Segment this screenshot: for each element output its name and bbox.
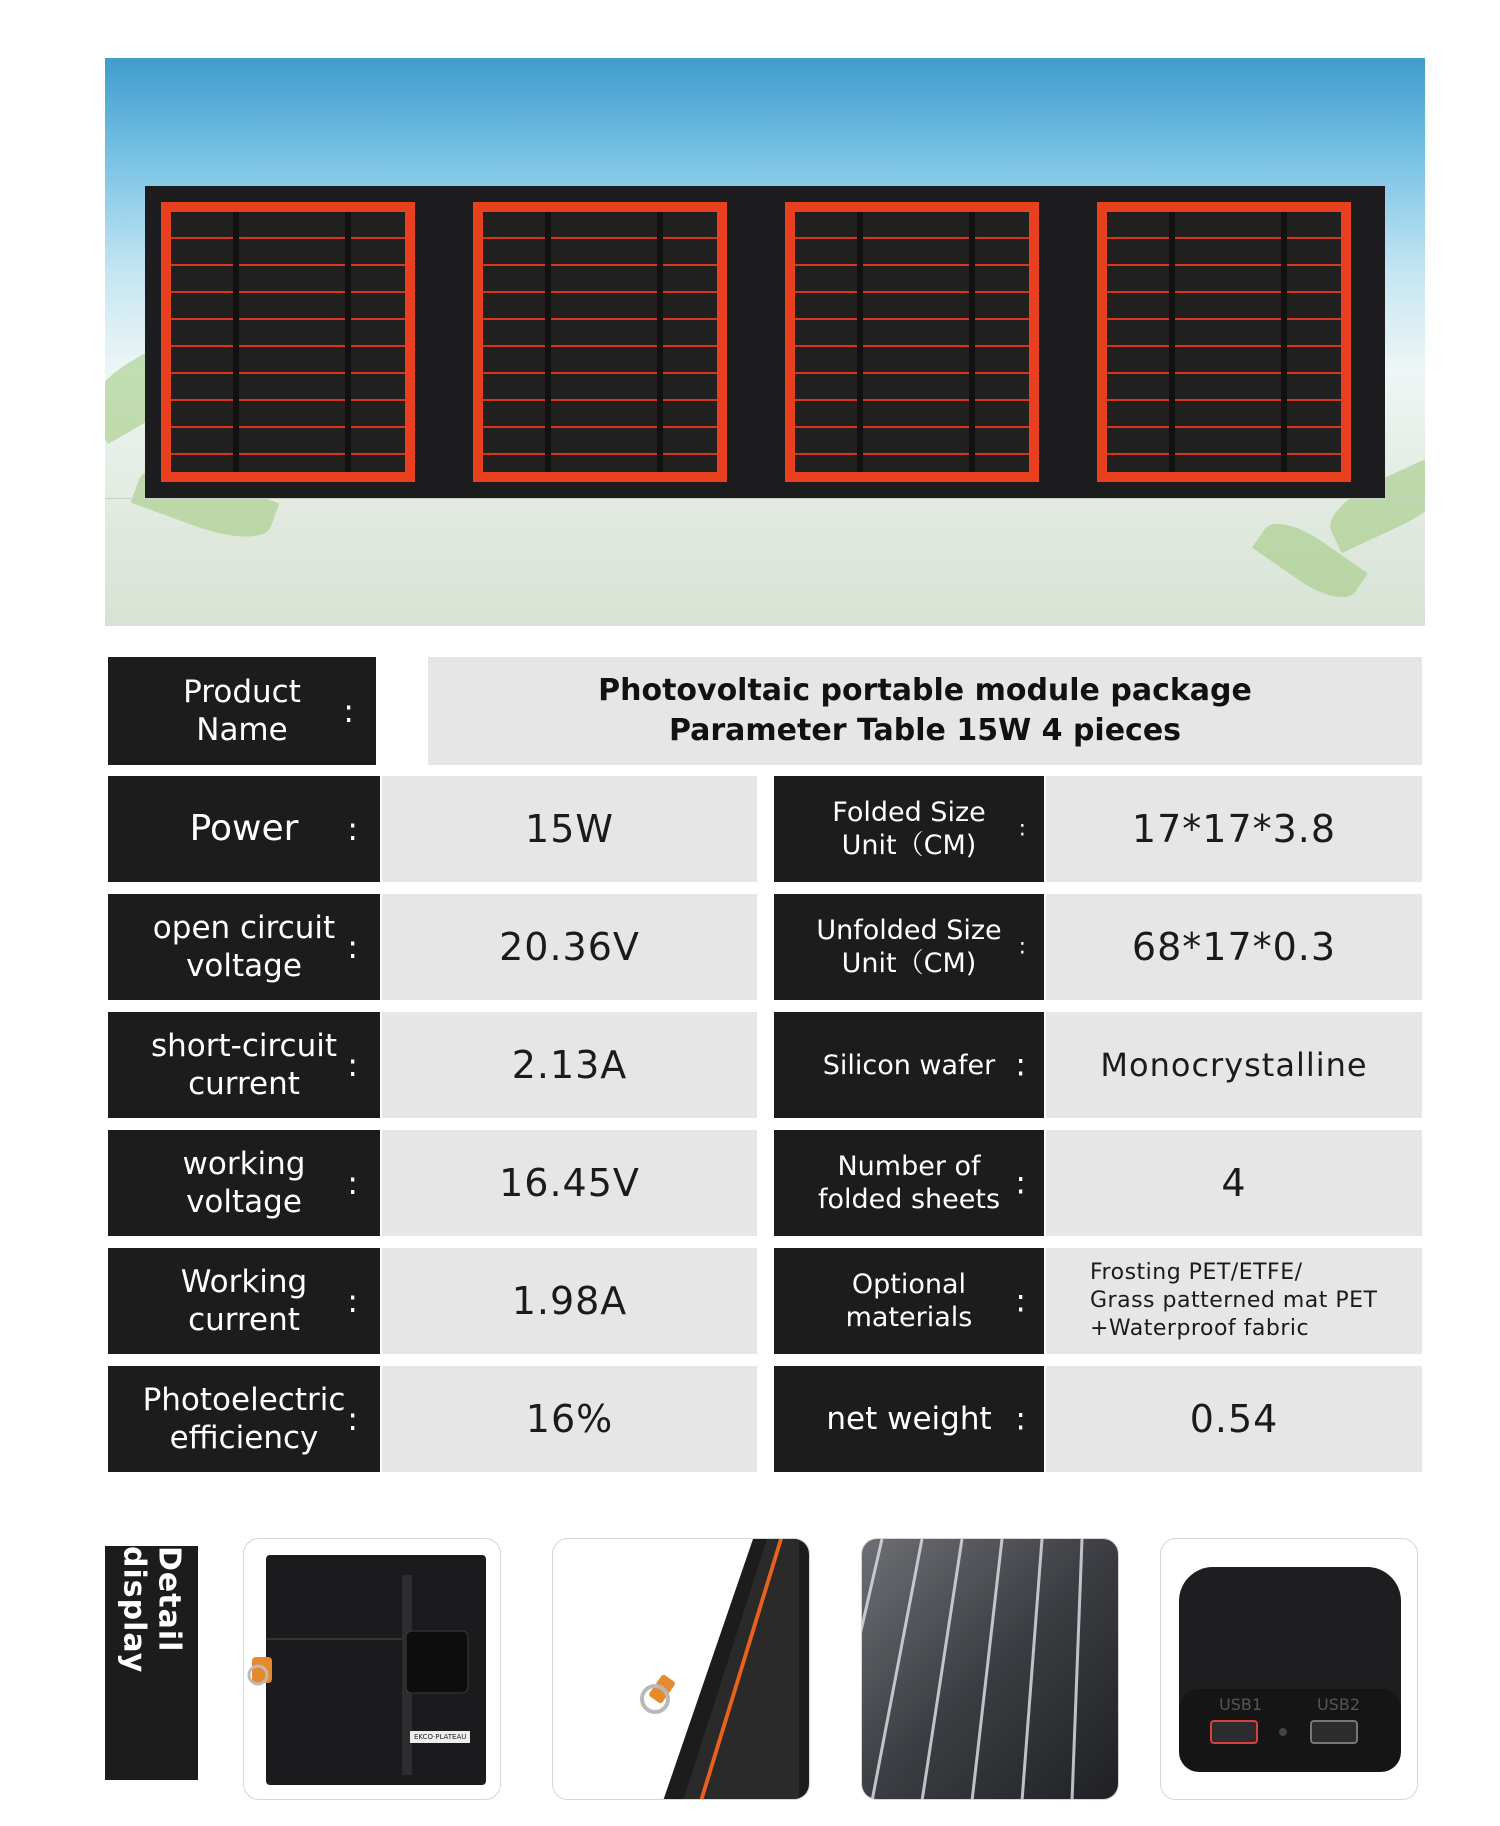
- colon: :: [1018, 934, 1026, 960]
- spec-label-working-current: [108, 1248, 380, 1354]
- solar-panel-2: [473, 202, 727, 482]
- detail-display-tag: [105, 1546, 198, 1780]
- label-line: folded sheets: [817, 1184, 1001, 1215]
- usb2-label: USB2: [1317, 1695, 1361, 1714]
- thumbnail-folded-panel: [243, 1538, 501, 1800]
- usb-box-illustration: [1161, 1539, 1418, 1800]
- colon: :: [347, 1164, 358, 1202]
- label-line: Working: [180, 1264, 308, 1300]
- spec-value-folded-size: 17*17*3.8: [1046, 776, 1422, 882]
- label-line: Optional: [851, 1269, 967, 1300]
- spec-value-open-circuit-voltage: 20.36V: [382, 894, 757, 1000]
- label-line: voltage: [186, 1184, 302, 1220]
- label-line: efficiency: [169, 1420, 319, 1456]
- label-line: materials: [845, 1302, 973, 1333]
- spec-label-silicon-wafer: [774, 1012, 1044, 1118]
- colon: :: [347, 810, 358, 848]
- solar-panel-1: [161, 202, 415, 482]
- label-line: current: [188, 1066, 300, 1102]
- spec-value-unfolded-size: 68*17*0.3: [1046, 894, 1422, 1000]
- material-line: Frosting PET/ETFE/: [1090, 1260, 1303, 1285]
- spec-label-unfolded-size: [774, 894, 1044, 1000]
- label-line: open circuit: [152, 910, 336, 946]
- label-line: Name: [196, 712, 288, 748]
- spec-value-optional-materials: [1046, 1248, 1422, 1354]
- material-line: Grass patterned mat PET: [1090, 1288, 1378, 1313]
- colon: :: [1015, 1163, 1026, 1202]
- product-name-line: Parameter Table 15W 4 pieces: [668, 713, 1182, 748]
- label-line: Photoelectric: [142, 1382, 346, 1418]
- cell-surface-illustration: [862, 1539, 1119, 1800]
- spec-label-working-voltage: [108, 1130, 380, 1236]
- label-line: Unit（CM): [841, 948, 977, 979]
- label-line: current: [188, 1302, 300, 1338]
- detail-display-title: Detail display: [116, 1546, 187, 1674]
- spec-value-short-circuit-current: 2.13A: [382, 1012, 757, 1118]
- usb1-label: USB1: [1219, 1695, 1263, 1714]
- solar-panel-4: [1097, 202, 1351, 482]
- spec-label-optional-materials: [774, 1248, 1044, 1354]
- label-line: Product: [183, 674, 301, 710]
- folded-panel-illustration: [244, 1539, 501, 1800]
- hero-image: [105, 58, 1425, 626]
- spec-label-power: [108, 776, 380, 882]
- product-name-line: Photovoltaic portable module package: [598, 673, 1252, 708]
- spec-label-short-circuit-current: [108, 1012, 380, 1118]
- colon: :: [347, 1400, 358, 1438]
- label-line: working: [182, 1146, 306, 1182]
- spec-label-photoelectric-efficiency: [108, 1366, 380, 1472]
- spec-value-photoelectric-efficiency: 16%: [382, 1366, 757, 1472]
- label-line: Folded Size: [832, 797, 986, 828]
- colon: :: [343, 692, 354, 730]
- colon: :: [347, 1046, 358, 1084]
- brand-tag: EKCO·PLATEAU: [410, 1731, 470, 1743]
- label-line: Unfolded Size: [816, 915, 1002, 946]
- spec-value-number-of-folded-sheets: 4: [1046, 1130, 1422, 1236]
- colon: :: [1015, 1399, 1026, 1438]
- spec-value-silicon-wafer: Monocrystalline: [1046, 1012, 1422, 1118]
- thumbnail-usb-box: [1160, 1538, 1418, 1800]
- edge-corner-illustration: [553, 1539, 810, 1800]
- product-name-value: [428, 657, 1422, 765]
- solar-panel-strip: [145, 186, 1385, 498]
- label-line: Power: [189, 808, 299, 849]
- spec-value-working-voltage: 16.45V: [382, 1130, 757, 1236]
- spec-label-number-of-folded-sheets: [774, 1130, 1044, 1236]
- colon: :: [1018, 816, 1026, 842]
- spec-label-open-circuit-voltage: [108, 894, 380, 1000]
- label-line: Number of: [837, 1151, 981, 1182]
- thumbnail-solar-cell-surface: [861, 1538, 1119, 1800]
- spec-label-folded-size: [774, 776, 1044, 882]
- label-line: voltage: [186, 948, 302, 984]
- spec-label-net-weight: [774, 1366, 1044, 1472]
- solar-panel-3: [785, 202, 1039, 482]
- spec-value-net-weight: 0.54: [1046, 1366, 1422, 1472]
- table-surface-line: [105, 498, 1425, 499]
- material-line: +Waterproof fabric: [1090, 1316, 1310, 1341]
- colon: :: [1015, 1045, 1026, 1084]
- label-line: Unit（CM): [841, 830, 977, 861]
- label-line: short-circuit: [150, 1028, 338, 1064]
- colon: :: [1015, 1281, 1026, 1320]
- colon: :: [347, 928, 358, 966]
- label-line: Silicon wafer: [822, 1049, 996, 1081]
- colon: :: [347, 1282, 358, 1320]
- label-line: net weight: [826, 1400, 992, 1437]
- thumbnail-edge-corner: [552, 1538, 810, 1800]
- spec-value-working-current: 1.98A: [382, 1248, 757, 1354]
- spec-value-power: 15W: [382, 776, 757, 882]
- product-name-label: [108, 657, 376, 765]
